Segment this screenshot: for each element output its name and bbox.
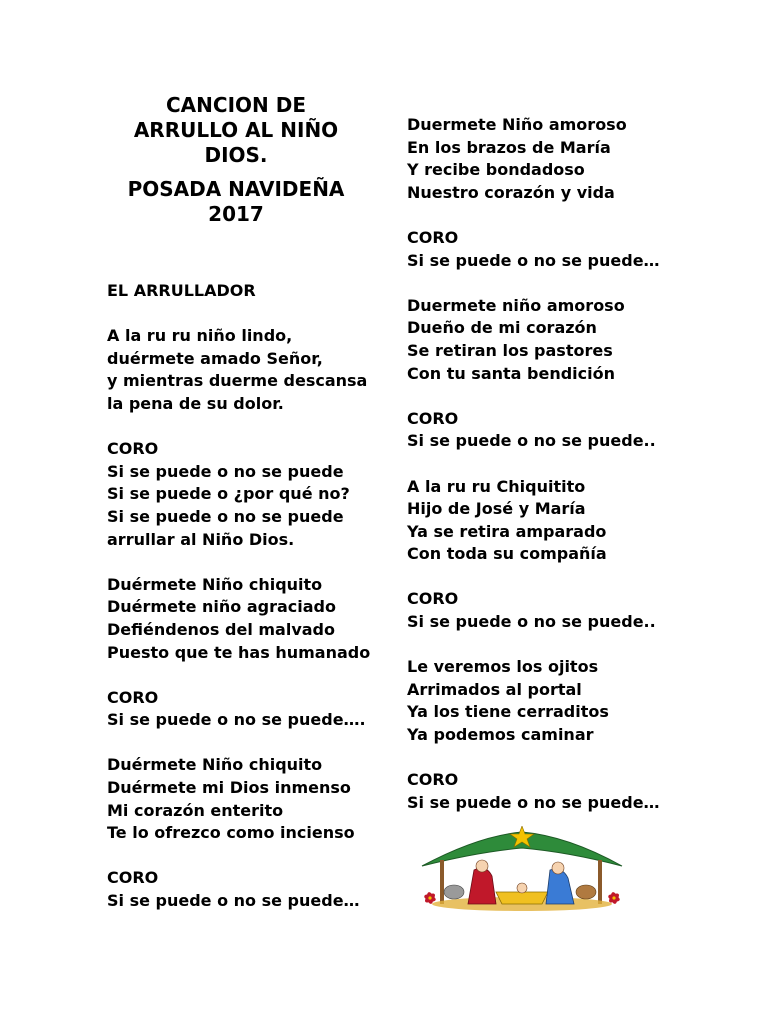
lyric-line: A la ru ru Chiquitito bbox=[407, 476, 586, 496]
lyric-line: Ya los tiene cerraditos bbox=[407, 702, 609, 722]
lyric-line: Duérmete Niño chiquito bbox=[107, 574, 323, 594]
section-heading: EL ARRULLADOR bbox=[107, 281, 256, 300]
coro-line: Si se puede o no se puede… bbox=[107, 891, 360, 911]
joseph-head bbox=[476, 860, 488, 872]
subtitle-line-1: POSADA NAVIDEÑA bbox=[127, 177, 345, 201]
lyric-line: Mi corazón enterito bbox=[107, 800, 284, 820]
coro-label: CORO bbox=[407, 589, 459, 609]
lyric-line: En los brazos de María bbox=[407, 137, 611, 157]
lyric-line: Te lo ofrezco como incienso bbox=[107, 823, 355, 843]
lyric-line: Ya podemos caminar bbox=[407, 725, 594, 745]
lyric-line: Le veremos los ojitos bbox=[407, 657, 599, 677]
song-title bbox=[105, 93, 367, 227]
lyric-line: duérmete amado Señor, bbox=[107, 348, 323, 368]
coro-label: CORO bbox=[407, 227, 459, 247]
coro-line: Si se puede o ¿por qué no? bbox=[107, 484, 350, 504]
lyric-line: A la ru ru niño lindo, bbox=[107, 326, 293, 346]
lyric-line: Con tu santa bendición bbox=[407, 363, 616, 383]
lyric-line: Ya se retira amparado bbox=[407, 521, 607, 541]
lyric-line: Y recibe bondadoso bbox=[407, 160, 585, 180]
coro-line: Si se puede o no se puede bbox=[107, 506, 344, 526]
lyric-line: Duermete Niño amoroso bbox=[407, 115, 627, 134]
lyric-line: la pena de su dolor. bbox=[107, 393, 284, 413]
nativity-scene-illustration bbox=[418, 826, 626, 912]
left-lyrics-column bbox=[107, 280, 370, 913]
joseph-figure bbox=[468, 868, 496, 904]
lyric-line: Duérmete Niño chiquito bbox=[107, 755, 323, 775]
right-lyrics-column bbox=[407, 114, 660, 814]
baby-head bbox=[517, 883, 527, 893]
lyric-line: Duérmete mi Dios inmenso bbox=[107, 778, 351, 798]
title-line-2: ARRULLO AL NIÑO bbox=[133, 118, 339, 142]
lyric-line: y mientras duerme descansa bbox=[107, 371, 368, 391]
coro-line: Si se puede o no se puede.. bbox=[407, 612, 656, 632]
coro-label: CORO bbox=[107, 439, 159, 459]
stable-post-right bbox=[598, 860, 602, 904]
title-line-1: CANCION DE bbox=[166, 93, 306, 117]
lyric-line: Arrimados al portal bbox=[407, 679, 582, 699]
coro-line: Si se puede o no se puede bbox=[107, 461, 344, 481]
subtitle-line-2: 2017 bbox=[208, 202, 264, 226]
coro-label: CORO bbox=[107, 687, 159, 707]
stable-post-left bbox=[440, 860, 444, 904]
mary-head bbox=[552, 862, 564, 874]
manger bbox=[496, 892, 548, 904]
coro-label: CORO bbox=[107, 868, 159, 888]
donkey-figure bbox=[444, 885, 464, 899]
coro-label: CORO bbox=[407, 408, 459, 428]
lyric-line: Duérmete niño agraciado bbox=[107, 597, 336, 617]
title-line-3: DIOS. bbox=[204, 143, 268, 167]
coro-line: Si se puede o no se puede…. bbox=[107, 710, 366, 730]
lyric-line: Se retiran los pastores bbox=[407, 340, 613, 360]
lyric-line: Hijo de José y María bbox=[407, 499, 586, 519]
lyric-line: Dueño de mi corazón bbox=[407, 318, 597, 338]
lyric-line: Nuestro corazón y vida bbox=[407, 182, 615, 202]
coro-line: Si se puede o no se puede… bbox=[407, 792, 660, 812]
coro-line: Si se puede o no se puede.. bbox=[407, 431, 656, 451]
lyric-line: Con toda su compañía bbox=[407, 544, 607, 564]
lyric-line: Puesto que te has humanado bbox=[107, 642, 371, 662]
coro-line: arrullar al Niño Dios. bbox=[107, 529, 295, 549]
ox-figure bbox=[576, 885, 596, 899]
lyric-line: Defiéndenos del malvado bbox=[107, 619, 335, 639]
coro-label: CORO bbox=[407, 770, 459, 790]
mary-figure bbox=[546, 869, 574, 904]
lyric-line: Duermete niño amoroso bbox=[407, 295, 625, 315]
coro-line: Si se puede o no se puede… bbox=[407, 250, 660, 270]
